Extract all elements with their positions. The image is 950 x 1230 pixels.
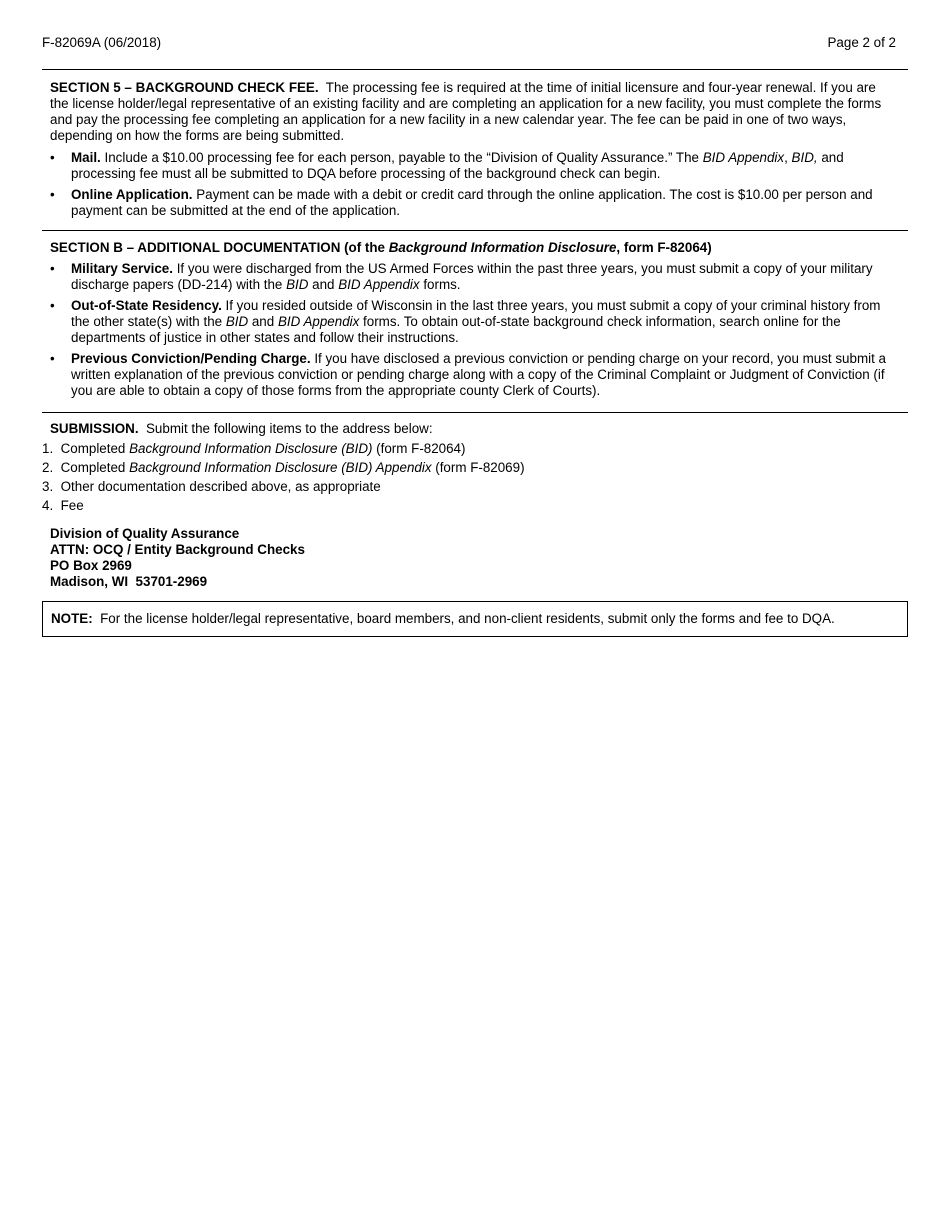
note-text: For the license holder/legal representative, board members, and non-client residents, submit only the forms and fee to DQA.: [92, 611, 835, 626]
list-item: 1. Completed Background Information Disclosure (BID) (form F-82064): [42, 441, 466, 456]
documentation-list: [50, 261, 896, 399]
submission-intro: SUBMISSION. Submit the following items to the address below:: [50, 421, 433, 436]
section-5-fee: [50, 80, 896, 219]
divider: [42, 412, 908, 413]
form-id: F-82069A (06/2018): [42, 35, 162, 50]
address-line: Madison, WI 53701-2969: [50, 574, 208, 589]
page-header: [42, 35, 896, 51]
list-item: 3. Other documentation described above, as appropriate: [42, 479, 381, 494]
address-line: Division of Quality Assurance: [50, 526, 240, 541]
section-5-heading: SECTION 5 – BACKGROUND CHECK FEE.: [50, 80, 319, 95]
address-line: PO Box 2969: [50, 558, 132, 573]
list-item: 2. Completed Background Information Disclosure (BID) Appendix (form F-82069): [42, 460, 525, 475]
page-number: Page 2 of 2: [827, 35, 896, 50]
submission-items-list: [42, 441, 896, 514]
divider: [42, 69, 908, 70]
divider: [42, 230, 908, 231]
section-5-intro-text: The processing fee is required at the time of initial licensure and four-year renewal. If you are the license holder/legal representative of an existing facility and are completing an application for a new facility, you must complete the forms and pay the processing fee completing an application for a new facility in a new calendar year. The fee can be paid in one of two ways, depending on how the forms are being submitted.: [50, 80, 882, 143]
section-b-documentation: [50, 240, 896, 399]
section-5-intro: [50, 80, 896, 144]
list-item-military: • Military Service. If you were discharged from the US Armed Forces within the past three years, you must submit a copy of your military discharge papers (DD-214) with the BID and BID Appendix forms.: [50, 261, 896, 293]
fee-options-list: [50, 150, 896, 219]
list-item-conviction: • Previous Conviction/Pending Charge. If you have disclosed a previous conviction or pending charge on your record, you must submit a written explanation of the previous conviction or pending charge along with a copy of the Criminal Complaint or Judgment of Conviction (if you are able to obtain a copy of those forms from the appropriate county Clerk of Courts).: [50, 351, 896, 399]
list-item-mail: • Mail. Include a $10.00 processing fee for each person, payable to the “Division of Quality Assurance.” The BID Appendix, BID, and processing fee must all be submitted to DQA before processing of the background check can begin.: [50, 150, 896, 182]
list-item-residency: • Out-of-State Residency. If you resided outside of Wisconsin in the last three years, you must submit a copy of your criminal history from the other state(s) with the BID and BID Appendix forms. To obtain out-of-state background check information, search online for the departments of justice in other states and follow their instructions.: [50, 298, 896, 346]
list-item: 4. Fee: [42, 498, 84, 513]
address-line: ATTN: OCQ / Entity Background Checks: [50, 542, 305, 557]
submission-section: [42, 421, 896, 590]
mailing-address: [50, 526, 896, 590]
note-box: [42, 601, 908, 637]
note-label: NOTE:: [51, 611, 93, 626]
list-item-online: • Online Application. Payment can be made with a debit or credit card through the online application. The cost is $10.00 per person and payment can be submitted at the end of the application.: [50, 187, 896, 219]
section-b-heading: SECTION B – ADDITIONAL DOCUMENTATION (of the Background Information Disclosure, form F-82064): [50, 240, 712, 255]
